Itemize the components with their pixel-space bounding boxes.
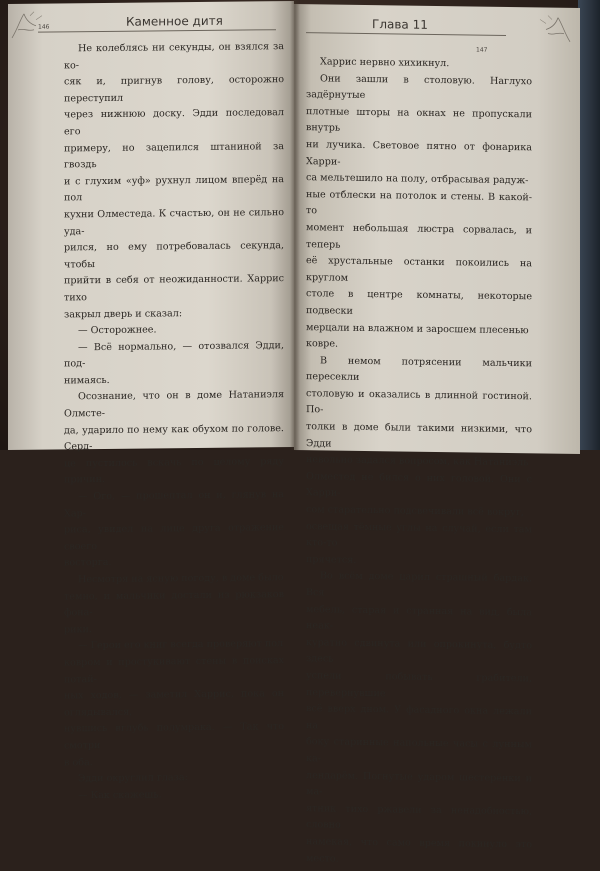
- text-line: рился, но ему потребовалась секунда, чтобы: [64, 240, 284, 271]
- text-line: столе в центре комнаты, некоторые подвески: [306, 288, 532, 317]
- text-line: освещая тёмные углы на случай, если там кто-то: [306, 520, 532, 549]
- text-line: Осознание, что он в доме Натаниэля Олмсте-: [64, 389, 284, 420]
- right-page: [294, 4, 580, 865]
- text-line: — Как скажешь.: [78, 789, 162, 801]
- text-line: толки в доме были такими низкими, что Эдди: [306, 421, 532, 450]
- text-line: плотные шторы на окнах не пропускали внутрь: [306, 105, 532, 135]
- left-body-text: [64, 39, 284, 805]
- text-line: са мельтешило на полу, отбрасывая радуж-: [306, 172, 529, 187]
- text-line: Во всём доме царил страшный бардак. Вся: [306, 570, 532, 599]
- text-line: столовую и оказались в длинной гостиной. По-: [306, 388, 532, 416]
- text-line: успели побывать грабители, перевернувшие: [306, 670, 532, 699]
- text-line: — Герои его книг всегда проверяют пол: [78, 638, 284, 652]
- text-line: це пустилось вскачь по целому ряду причин.: [64, 455, 284, 486]
- text-line: через нижнюю доску. Эдди последовал его: [64, 107, 284, 138]
- text-line: намекая, что само время покинуло это место.: [306, 836, 532, 865]
- text-line: — Ого, — прошептал он и, глянув на Хар-: [64, 489, 284, 520]
- text-line: кухни Олместеда. К счастью, он не сильно уда-: [64, 207, 284, 237]
- right-page-number: 147: [476, 46, 488, 54]
- text-line: её хрустальные останки покоились на круглом: [306, 255, 532, 284]
- right-body-text: [306, 54, 532, 870]
- text-line: нимаясь.: [64, 374, 110, 387]
- text-line: куратно сдвинута или опрокинута, будто здесь: [306, 636, 532, 665]
- text-line: Они зашли в столовую. Наглухо задёрнутые: [306, 72, 532, 102]
- text-line: прячется.: [306, 553, 357, 566]
- text-line: всё вверх дном. У фасадного окна лежали на: [306, 703, 532, 732]
- right-corner-sketch-icon: [526, 13, 572, 44]
- left-page-number: 146: [38, 23, 50, 31]
- text-line: лендарём. Погнутые ударом шестерёнки и ма-: [306, 769, 532, 798]
- text-line: ни лучика. Световое пятно от фонарика Харри-: [306, 139, 532, 168]
- text-line: Не колеблясь ни секунды, он взялся за ко-: [64, 41, 284, 72]
- text-line: в оба.: [64, 756, 93, 768]
- text-line: темно, и мальчики достали из рюкзаков фона-: [64, 588, 284, 619]
- right-header-rule: [306, 32, 506, 36]
- text-line: боку старинные напольные часы с лунным ка-: [306, 736, 532, 765]
- text-line: закрыл дверь и сказал:: [64, 307, 183, 320]
- text-line: примеру, но зацепился штаниной за гвоздь: [64, 140, 284, 171]
- right-running-head: Глава 11: [372, 17, 428, 32]
- text-line: Эдди округлил глаза:: [78, 772, 188, 785]
- text-line: ковром и простукивают стены в поисках потай-: [64, 655, 284, 685]
- text-line: — Осторожнее.: [78, 324, 157, 337]
- text-line: невольно задался вопросом, как Натаниэль: [306, 454, 529, 469]
- book-gutter: [290, 0, 300, 450]
- text-line: сом старательно подсвечивали всё вокруг,: [306, 504, 524, 519]
- text-line: момент небольшая люстра сорвалась, и теперь: [306, 222, 532, 251]
- text-line: мебель, старая и странная на вид, была неак-: [306, 603, 532, 632]
- text-line: восторга.: [64, 557, 112, 569]
- text-line: да, ударило по нему как обухом по голове. Серд-: [64, 422, 284, 453]
- left-running-head: Каменное дитя: [126, 13, 223, 29]
- text-line: — Всё нормально, — отозвался Эдди, под-: [64, 339, 284, 370]
- text-line: Олместед не бился о них головой. Они с Харри-: [306, 471, 532, 500]
- text-line: ковре.: [306, 338, 339, 350]
- text-line: ные отблески на потолок и стены. В какой-то: [306, 188, 532, 217]
- text-line: сяк и, пригнув голову, осторожно переступил: [64, 74, 284, 105]
- text-line: ных ходов, — заметил Харрис, пока он оглядывался,: [64, 688, 284, 719]
- text-line: риса, увидел на лице друга отражение своего: [64, 522, 284, 553]
- text-line: и с глухим «уф» рухнул лицом вперёд на пол: [64, 173, 284, 204]
- text-line: Харрис нервно хихикнул.: [320, 56, 450, 70]
- left-header-rule: [38, 29, 276, 32]
- text-line: рики.: [64, 623, 92, 636]
- left-page: [8, 1, 294, 801]
- text-line: В немом потрясении мальчики пересекли: [306, 355, 532, 384]
- text-line: нувшись вглубь полумрака. — Так что смотри: [64, 721, 284, 752]
- text-line: прийти в себя от неожиданности. Харрис тихо: [64, 273, 284, 304]
- text-line: ятник тихо ржавели за ненадобностью, словно: [306, 802, 532, 831]
- text-line: мерцали на влажном и заросшем плесенью: [306, 321, 529, 336]
- text-line: Несмотря на ясную погоду, в доме было: [78, 572, 284, 586]
- book-cover-edge: [578, 0, 600, 450]
